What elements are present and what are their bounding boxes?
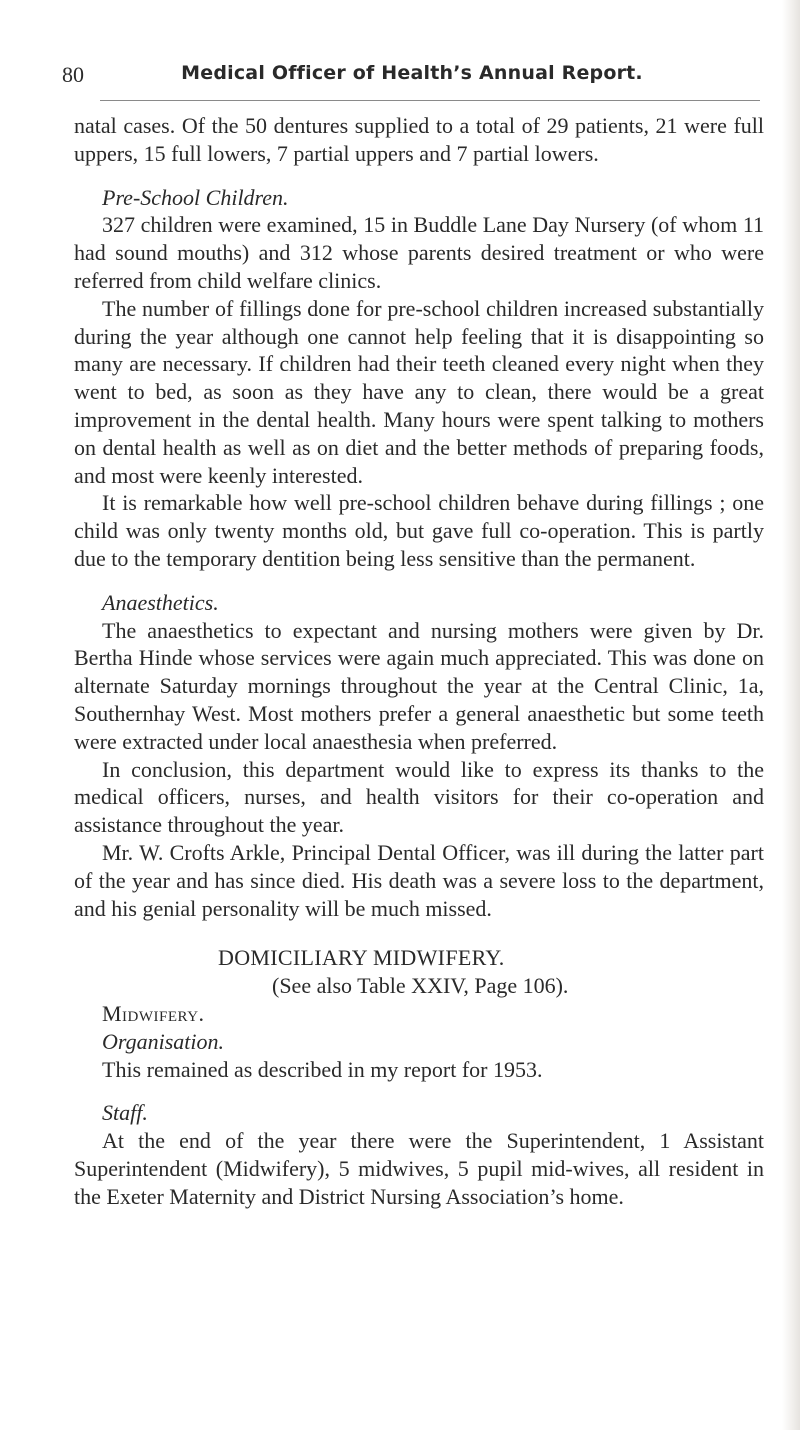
paragraph-opening: natal cases. Of the 50 dentures supplied to a total of 29 patients, 21 were full uppers, 15 full lowers, 7 partial uppers and 7 partial lowers. (74, 113, 764, 166)
page-number: 80 (62, 62, 84, 87)
heading-organisation: Organisation. (102, 1028, 225, 1054)
paragraph-conclusion: In conclusion, this department would like to express its thanks to the medical officers, nurses, and health visitors for their co-operation and assistance throughout the year. (74, 756, 764, 838)
paragraph-pre-school-2: The number of fillings done for pre-school children increased substantially during the year although one cannot help feeling that it is disappointing so many are necessary. If children had their teeth cleaned every night when they went to bed, as soon as they have any to clean, there would be a great improvement in the dental health. Many hours were spent talking to mothers on dental health as well as on diet and the better methods of preparing foods, and most were keenly interested. (74, 295, 764, 488)
paragraph-pre-school-3: It is remarkable how well pre-school children behave during fillings ; one child was only twenty months old, but gave full co-operation. This is partly due to the temporary dentition being less sensitive than the permanent. (74, 490, 764, 571)
paragraph-organisation: This remained as described in my report for 1953. (102, 1056, 543, 1082)
section-subtitle: (See also Table XXIV, Page 106). (272, 973, 569, 999)
body-text (74, 112, 764, 1210)
paragraph-anaesthetics: The anaesthetics to expectant and nursing mothers were given by Dr. Bertha Hinde whose services were again much appreciated. This was done on alternate Saturday mornings throughout the year at the Central Clinic, 1a, Southernhay West. Most mothers prefer a general anaesthetic but some teeth were extracted under local anaesthesia when preferred. (74, 617, 764, 754)
heading-staff: Staff. (102, 1100, 148, 1126)
paragraph-staff: At the end of the year there were the Superintendent, 1 Assistant Superintendent (Midwifery), 5 midwives, 5 pupil mid-wives, all resident in the Exeter Maternity and District Nursing Association’s home. (74, 1128, 764, 1209)
paragraph-pre-school-1: 327 children were examined, 15 in Buddle Lane Day Nursery (of whom 11 had sound mouths) and 312 whose parents desired treatment or who were referred from child welfare clinics. (74, 212, 764, 293)
paragraph-crofts-arkle: Mr. W. Crofts Arkle, Principal Dental Officer, was ill during the latter part of the year and has since died. His death was a severe loss to the department, and his genial personality will be much missed. (74, 839, 764, 921)
page-edge-shadow (782, 0, 800, 1430)
page-header (62, 62, 762, 92)
section-title-domiciliary-midwifery: DOMICILIARY MIDWIFERY. (218, 945, 505, 971)
running-title: Medical Officer of Health’s Annual Report. (181, 62, 643, 84)
subsection-midwifery: Midwifery. (102, 1000, 205, 1026)
heading-pre-school-children: Pre-School Children. (102, 184, 289, 210)
header-rule (100, 100, 760, 101)
heading-anaesthetics: Anaesthetics. (102, 589, 219, 615)
